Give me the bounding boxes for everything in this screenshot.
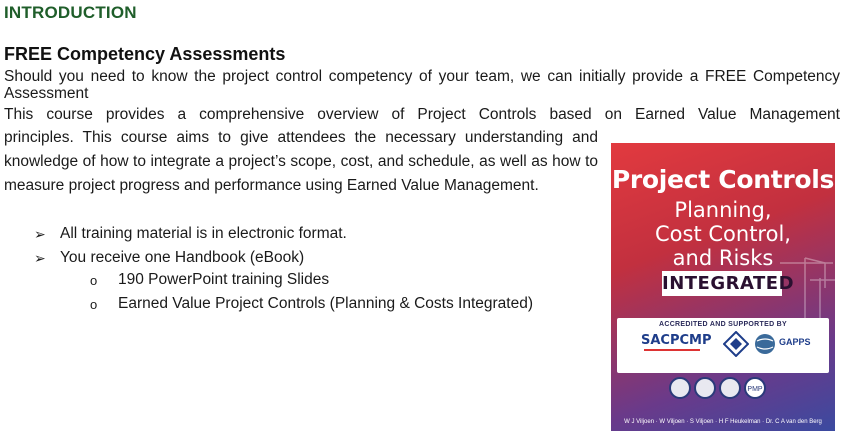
accredited-label: ACCREDITED AND SUPPORTED BY [658, 321, 788, 328]
book-subtitle-line: Cost Control, [655, 222, 791, 246]
sub-bullet-text: 190 PowerPoint training Slides [118, 271, 330, 288]
sub-bullet-text: Earned Value Project Controls (Planning & Costs Integrated) [118, 295, 533, 312]
book-cover-image [611, 143, 835, 431]
bullet-list [34, 222, 347, 270]
list-item [90, 292, 533, 316]
list-item [34, 222, 347, 246]
sacpcmp-logo: SACPCMP [641, 333, 712, 348]
page-heading: INTRODUCTION [4, 3, 137, 22]
certified-authors-label: CERTIFIED AUTHORS [692, 368, 754, 374]
paragraph-assessment: Should you need to know the project control competency of your team, we can initially provide a FREE Competency Assessment [4, 68, 840, 102]
section-title: FREE Competency Assessments [4, 44, 286, 64]
book-integrated-badge: INTEGRATED [662, 273, 795, 294]
arrow-bullet-icon: ➢ [34, 225, 46, 242]
gapps-logo: GAPPS [779, 337, 811, 347]
book-subtitle-line: and Risks [672, 246, 774, 270]
sub-bullet-list [90, 268, 533, 316]
list-item [34, 246, 347, 270]
globe-logo-icon [754, 333, 776, 355]
book-title: Project Controls [611, 165, 835, 194]
certification-badges-icon [669, 376, 779, 402]
paragraph-overview-body: principles. This course aims to give attendees the necessary understanding and knowledge of how to integrate a project’s scope, cost, and schedule, as well as how to measure project progress and performance using Earned Value Management. [4, 129, 598, 194]
book-subtitle-line: Planning, [674, 198, 772, 222]
sacpcmp-underline [644, 349, 700, 351]
list-item [90, 268, 533, 292]
circle-bullet-icon: o [90, 296, 98, 312]
book-authors: W J Viljoen · W Viljoen · S Viljoen · H F Heukelman · Dr. C A van den Berg [624, 419, 822, 425]
bullet-text: All training material is in electronic format. [60, 225, 347, 242]
bullet-text: You receive one Handbook (eBook) [60, 249, 305, 266]
paragraph-overview-line1: This course provides a comprehensive overview of Project Controls based on Earned Value Management [4, 106, 840, 123]
arrow-bullet-icon: ➢ [34, 249, 46, 266]
circle-bullet-icon: o [90, 272, 98, 288]
svg-text:PMP: PMP [747, 386, 763, 393]
diamond-logo-icon [723, 331, 749, 357]
